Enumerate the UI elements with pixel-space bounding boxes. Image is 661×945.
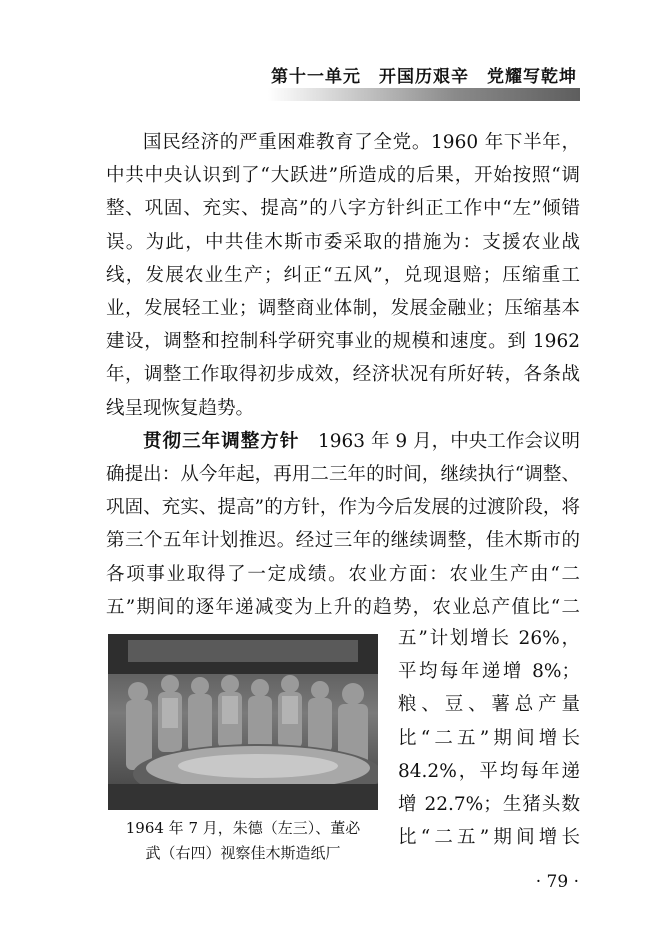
- paragraph-2-text: 1963 年 9 月，中央工作会议明确提出：从今年起，再用二三年的时间，继续执行“调整、巩固、充实、提高”的方针，作为今后发展的过渡阶段，将第三个五年计划推迟。经过三年的继续调整，佳木斯市的各项事业取得了一定成绩。农业方面：农业生产由“二五”期间的逐年递减变为上升的趋势，农业总产值比“二: [106, 430, 580, 618]
- header-gradient-bar: [268, 88, 580, 101]
- side-paragraph: 五”计划增长 26%，平均每年递增 8%；粮、豆、薯总产量比“二五”期间增长 84.2%，平均每年递增 22.7%；生猪头数比“二五”期间增长: [398, 628, 580, 849]
- paragraph-1: 国民经济的严重困难教育了全党。1960 年下半年，中共中央认识到了“大跃进”所造成的后果，开始按照“调整、巩固、充实、提高”的八字方针纠正工作中“左”倾错误。为此，中共佳木斯市委采取的措施为：支援农业战线，发展农业生产；纠正“五风”，兑现退赔；压缩重工业，发展轻工业；调整商业体制，发展金融业；压缩基本建设，调整和控制科学研究事业的规模和速度。到 1962 年，调整工作取得初步成效，经济状况有所好转，各条战线呈现恢复趋势。: [106, 132, 580, 419]
- caption-line-2: 武（右四）视察佳木斯造纸厂: [145, 844, 341, 862]
- unit-title: 第十一单元 开国历艰辛 党耀写乾坤: [271, 67, 577, 87]
- page-number: · 79 ·: [535, 872, 579, 892]
- side-text: [398, 622, 580, 854]
- historical-photo: [108, 634, 378, 810]
- body-text: [106, 126, 580, 624]
- section-keyword: 贯彻三年调整方针: [143, 430, 300, 452]
- paragraph-2: [106, 425, 580, 624]
- figure-caption: [108, 816, 378, 866]
- caption-line-1: 1964 年 7 月，朱德（左三）、董必: [125, 819, 361, 837]
